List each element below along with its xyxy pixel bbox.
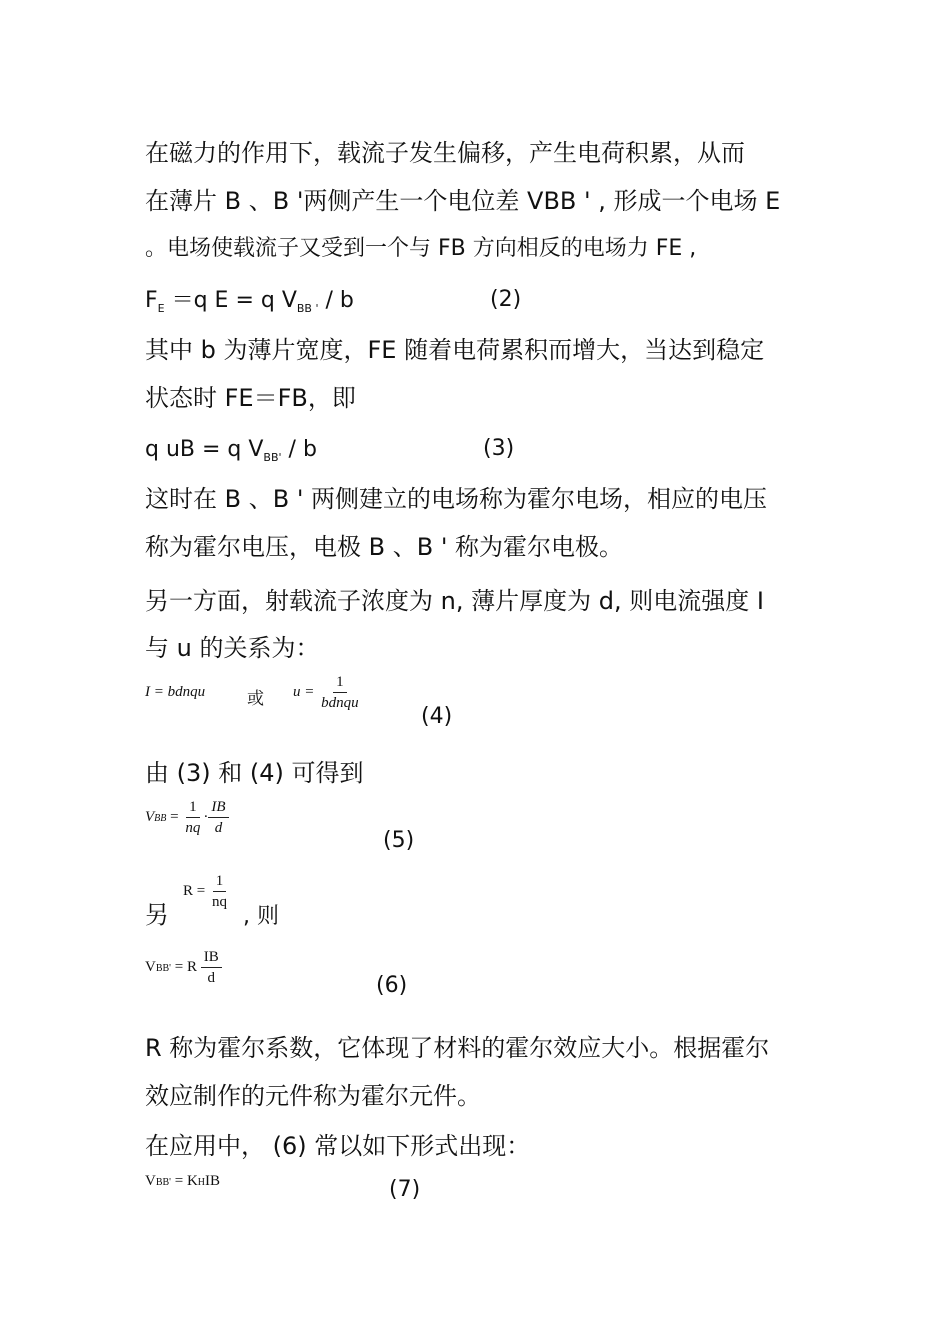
paragraph3-line1: 这时在 B 、B ' 两侧建立的电场称为霍尔电场，相应的电压	[145, 485, 768, 513]
equation-7-label: (7)	[389, 1177, 421, 1202]
let-line-suffix: , 则	[243, 904, 279, 929]
equation-2: $F_E =q$ E = q $V_{BB '}$ / b	[145, 288, 354, 315]
equation-4-right: u = $\frac{1}{\text{bdnqu}}$	[293, 674, 359, 711]
equation-6-label: (6)	[376, 973, 408, 998]
derive-line: 由 (3) 和 (4) 可得到	[145, 759, 364, 787]
paragraph1-line3: 。电场使载流子又受到一个与 FB 方向相反的电场力 FE ,	[145, 236, 697, 261]
let-line-formula: R = $\frac{1}{nq}$	[183, 873, 227, 910]
paragraph4-line2: 与 u 的关系为：	[145, 634, 320, 662]
paragraph2-line1: 其中 b 为薄片宽度，FE 随着电荷累积而增大，当达到稳定	[145, 336, 765, 364]
paragraph2-line2: 状态时 FE＝FB，即	[145, 384, 356, 412]
equation-4-or: 或	[247, 689, 264, 709]
paragraph1-line1: 在磁力的作用下，载流子发生偏移，产生电荷积累，从而	[145, 139, 745, 167]
paragraph5-line2: 效应制作的元件称为霍尔元件。	[145, 1082, 481, 1110]
paragraph4-line1: 另一方面，射载流子浓度为 n, 薄片厚度为 d, 则电流强度 I	[145, 587, 764, 615]
equation-4-label: (4)	[421, 704, 453, 729]
let-line-prefix: 另	[145, 901, 169, 929]
paragraph5-line1: R 称为霍尔系数，它体现了材料的霍尔效应大小。根据霍尔	[145, 1034, 770, 1062]
equation-7: VBB' = KHIB	[145, 1173, 221, 1189]
equation-5: VBB = $\frac{1}{nq}$ · $\frac{IB}{d}$	[145, 799, 229, 836]
paragraph1-line2: 在薄片 B 、B '两侧产生一个电位差 VBB ' , 形成一个电场 E	[145, 187, 781, 215]
apply-line: 在应用中， (6) 常以如下形式出现：	[145, 1132, 531, 1160]
equation-3-label: (3)	[483, 436, 515, 461]
paragraph3-line2: 称为霍尔电压，电极 B 、B ' 称为霍尔电极。	[145, 533, 624, 561]
equation-5-label: (5)	[383, 828, 415, 853]
equation-2-label: (2)	[490, 287, 522, 312]
equation-4-left: I = bdnqu	[145, 684, 206, 700]
equation-3: q uB = q $V_{BB'}$ / b	[145, 437, 317, 464]
equation-6: VBB' = R $\frac{IB}{d}$	[145, 949, 222, 986]
